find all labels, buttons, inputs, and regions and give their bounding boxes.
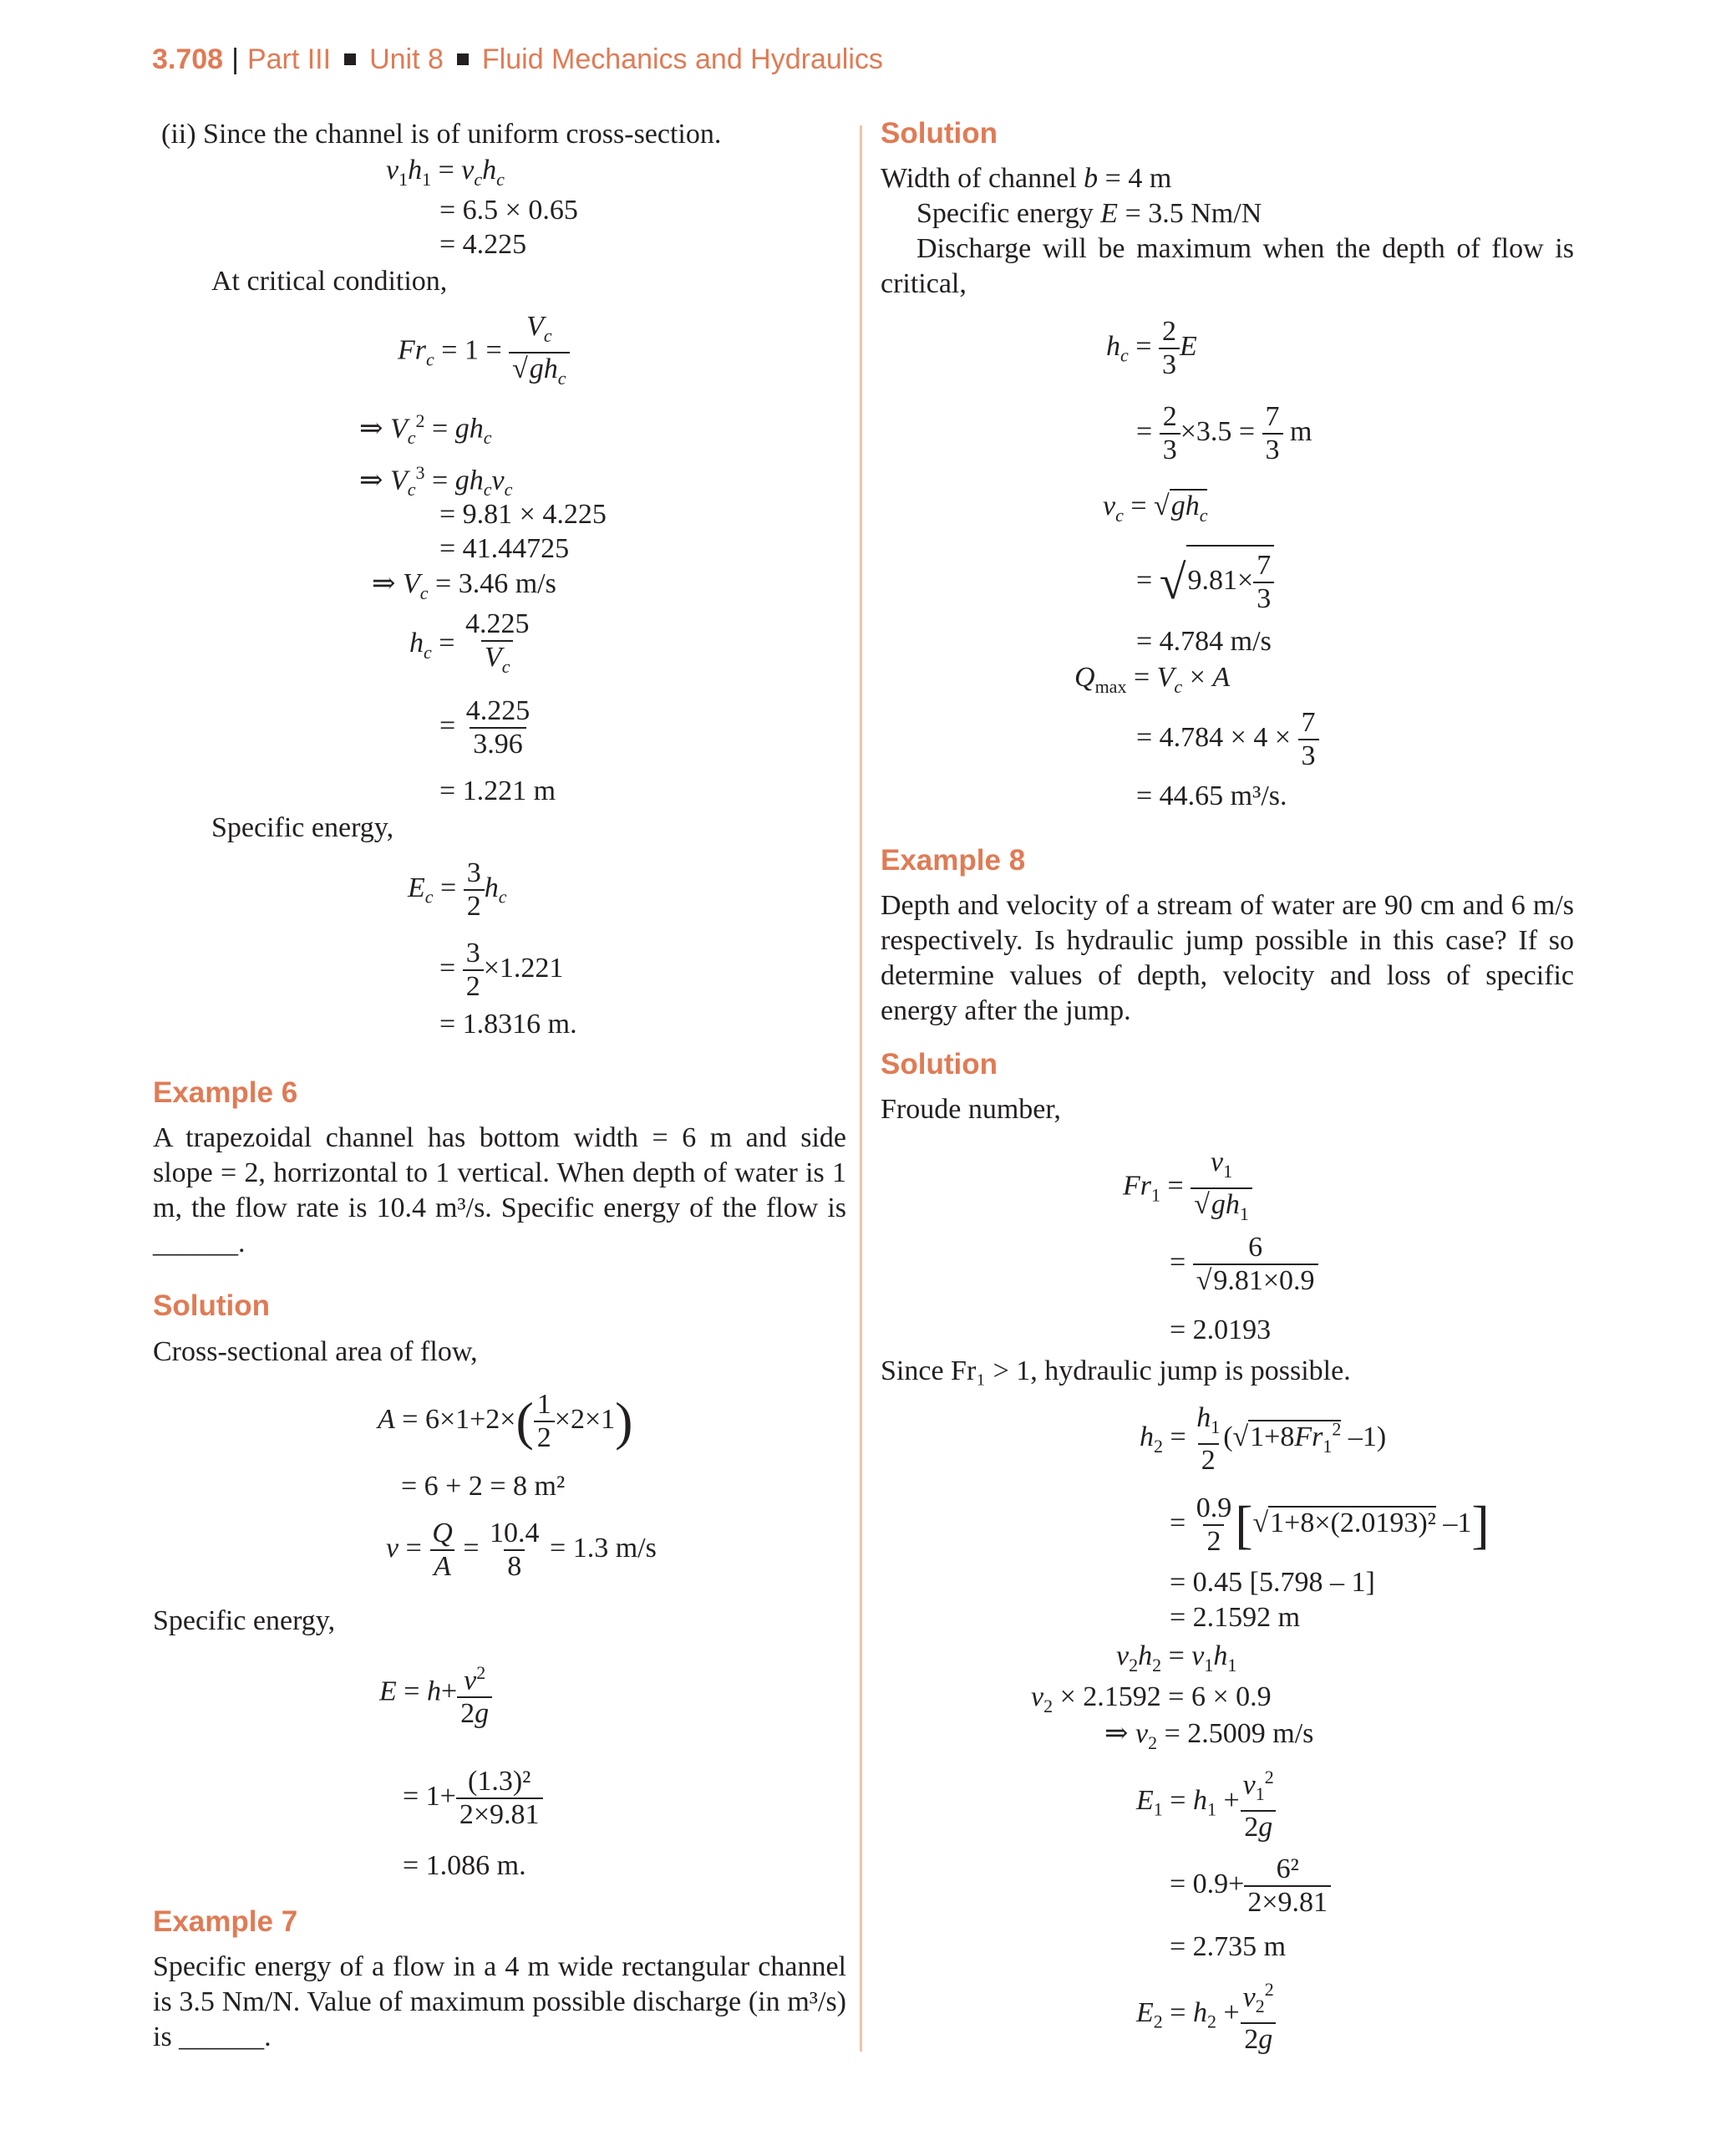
e2-equation: $E_2 = h_2$ + $\frac{v_2^2}{2g}$ [1136, 1974, 1277, 2056]
part-label: Part III [246, 43, 332, 75]
ec-result: = 1.8316 m. [439, 1009, 577, 1040]
h2-step-3: = 0.45 [5.798 – 1] [1170, 1567, 1375, 1598]
hc-equation: $h_c$ = $\frac{4.225}{V_c}$ [409, 608, 532, 683]
continuity-equation-2: $v_2h_2 = v_1h_1$ [1116, 1640, 1237, 1675]
h2-equation: $h_2$ = $\frac{h_1}{2}$ ($√1+8Fr_1^2$ –1) [1140, 1402, 1387, 1476]
example-7-heading: Example 7 [153, 1905, 298, 1938]
e-result: = 1.086 m. [403, 1850, 526, 1881]
froude-equation: $Fr_1$ = $\frac{v_1}{√gh_1}$ [1123, 1147, 1252, 1230]
qmax-step: = 4.784 × 4 × $\frac{7}{3}$ [1136, 707, 1319, 772]
calc-step: = 9.81 × 4.225 [439, 499, 607, 530]
solution-7-heading: Solution [881, 117, 998, 150]
intro-line: (ii) Since the channel is of uniform cross-section. [161, 119, 722, 150]
e-equation: E = h+ $\frac{v^2}{2g}$ [379, 1657, 492, 1730]
hc-result: = 1.221 m [439, 775, 556, 806]
vc-equation: $v_c = √gh_c$ [1103, 491, 1208, 526]
vc-result: = 4.784 m/s [1136, 626, 1272, 657]
v2-result-line: ⇒ $v_2 = 2.5009$ m/s [1104, 1718, 1314, 1753]
equation-step: ⇒ $V_c^2 = gh_c$ [359, 410, 492, 449]
froude-step: = $\frac{6}{√9.81\times 0.9}$ [1170, 1232, 1318, 1297]
unit-label: Unit 8 [369, 43, 444, 75]
e1-equation: $E_1 = h_1$ + $\frac{v_1^2}{2g}$ [1136, 1762, 1277, 1843]
specific-energy-label-2: Specific energy, [153, 1605, 336, 1636]
ec-step: = $\frac{3}{2}$ ×1.221 [439, 938, 564, 1002]
discharge-line: Discharge will be maximum when the depth of flow is critical, [881, 233, 1574, 299]
critical-label: At critical condition, [211, 266, 448, 297]
width-line: Width of channel b = 4 m [881, 163, 1172, 194]
e-step: = 1+ $\frac{\text{(1.3)²}}{2\times 9.81}$ [403, 1766, 543, 1831]
jump-line: Since Fr₁ > 1, hydraulic jump is possible. [881, 1355, 1351, 1386]
ec-equation: $E_c$ = $\frac{3}{2}$ $h_c$ [408, 857, 507, 922]
column-divider [860, 125, 862, 2052]
example-7-text: Specific energy of a flow in a 4 m wide rectangular channel is 3.5 Nm/N. Value of maximum possible discharge (in m³/s) is ______. [153, 1951, 846, 2052]
e1-step: = 0.9+ $\frac{\text{6²}}{2\times 9.81}$ [1170, 1853, 1331, 1919]
hc-numerator: 4.225 [465, 608, 530, 639]
continuity-equation: $v_1h_1 = v_ch_c$ [386, 155, 505, 190]
qmax-result: = 44.65 m³/s. [1136, 781, 1287, 811]
h2-step: = $\frac{0.9}{2}$ [√1+8×(2.0193)² –1] [1170, 1492, 1490, 1557]
velocity-equation: v = $\frac{Q}{A}$ = $\frac{10.4}{8}$ = 1.3 m/s [386, 1518, 657, 1582]
area-label: Cross-sectional area of flow, [153, 1336, 478, 1367]
calc-step: = 4.225 [439, 229, 527, 260]
v2-step: $v_2 \times 2.1592 = 6 \times 0.9$ [1031, 1681, 1272, 1716]
specific-energy-label: Specific energy, [211, 812, 394, 843]
area-equation: A = 6×1+2×( $\frac{1}{2}$ ×2×1) [378, 1389, 633, 1453]
hc-critical-equation: $h_c$ = $\frac{2}{3}$ E [1106, 316, 1197, 380]
vc-result: = 3.46 m/s [435, 568, 556, 599]
froude-critical-equation: $Fr_c = 1$ = $V_c$ $√gh_c$ [398, 311, 570, 394]
page-number: 3.708 [152, 43, 224, 75]
subject-label: Fluid Mechanics and Hydraulics [481, 43, 883, 75]
equation-step: ⇒ $V_c^3 = gh_cv_c$ [359, 462, 513, 501]
qmax-equation: $Q_{max} = V_c \times A$ [1074, 662, 1231, 697]
h2-result: = 2.1592 m [1170, 1602, 1301, 1633]
calc-step: = 6.5 × 0.65 [439, 195, 578, 226]
froude-result: = 2.0193 [1170, 1314, 1272, 1345]
hc-critical-step: = $\frac{2}{3}$ ×3.5 = $\frac{7}{3}$ m [1136, 401, 1312, 465]
example-6-text: A trapezoidal channel has bottom width = 6 m and side slope = 2, horrizontal to 1 vertical. When depth of water is 1 m, the flow rate is 10.4 m³/s. Specific energy of the flow is ______. [153, 1122, 846, 1259]
example-6-heading: Example 6 [153, 1076, 298, 1109]
vc-result-line: ⇒ $V_c = 3.46$ m/s [372, 568, 556, 603]
froude-label: Froude number, [881, 1094, 1061, 1125]
area-step: = 6 + 2 = 8 m² [401, 1471, 566, 1502]
calc-step: = 41.44725 [439, 533, 570, 564]
running-header: 3.708 | Part III Unit 8 Fluid Mechanics and Hydraulics [152, 43, 883, 75]
solution-6-heading: Solution [153, 1289, 270, 1322]
e1-result: = 2.735 m [1170, 1931, 1287, 1962]
energy-line: Specific energy E = 3.5 Nm/N [916, 198, 1262, 229]
example-8-heading: Example 8 [881, 844, 1026, 877]
solution-8-heading: Solution [881, 1048, 998, 1081]
example-8-text: Depth and velocity of a stream of water are 90 cm and 6 m/s respectively. Is hydraulic jump possible in this case? If so determine values of depth, velocity and loss of specific energy after the jump. [881, 890, 1574, 1026]
hc-step: = $\frac{4.225}{3.96}$ [439, 695, 531, 760]
vc-step: = √9.81× $\frac{7}{3}$ [1136, 545, 1274, 615]
